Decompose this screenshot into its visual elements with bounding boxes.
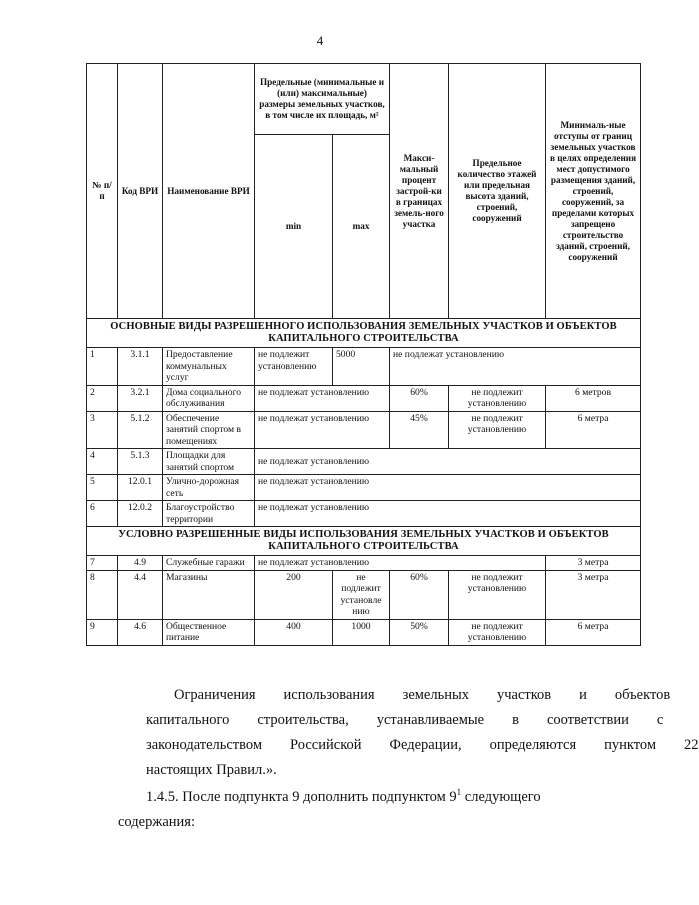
cell-name: Площадки для занятий спортом (163, 449, 255, 475)
cell-name: Служебные гаражи (163, 556, 255, 571)
header-row (87, 64, 641, 135)
word: Федерации, (389, 737, 462, 753)
cell-all: не подлежат установлению (255, 501, 641, 527)
section-main-heading: ОСНОВНЫЕ ВИДЫ РАЗРЕШЕННОГО ИСПОЛЬЗОВАНИЯ ЗЕМЕЛЬНЫХ УЧАСТКОВ И ОБЪЕКТОВ КАПИТАЛЬНОГО СТРОИТЕЛЬСТВА (87, 319, 641, 348)
cell-percent: 60% (390, 385, 449, 411)
table-row (87, 385, 641, 411)
cell-code: 12.0.1 (118, 475, 163, 501)
cell-num: 1 (87, 348, 118, 386)
cell-num: 5 (87, 475, 118, 501)
word: земельных (402, 687, 469, 703)
header-build-percent: Макси-мальный процент застрой-ки в границах земель-ного участка (390, 64, 449, 319)
cell-all: не подлежат установлению (255, 556, 546, 571)
amendment-line-1 (118, 780, 592, 810)
header-code: Код ВРИ (118, 64, 163, 319)
cell-floors: не подлежит установлению (449, 385, 546, 411)
cell-percent: 60% (390, 570, 449, 619)
paragraph-line-2 (118, 708, 664, 733)
word: участков (496, 687, 552, 703)
amendment-text-start: 1.4.5. После подпункта 9 дополнить подпунктом 9 (146, 788, 457, 805)
cell-minmax: не подлежат установлению (255, 411, 390, 449)
cell-name: Дома социального обслуживания (163, 385, 255, 411)
section-conditional-heading: УСЛОВНО РАЗРЕШЕННЫЕ ВИДЫ ИСПОЛЬЗОВАНИЯ ЗЕМЕЛЬНЫХ УЧАСТКОВ И ОБЪЕКТОВ КАПИТАЛЬНОГО СТРОИТЕЛЬСТВА (87, 527, 641, 556)
cell-setback: 6 метра (546, 411, 641, 449)
cell-name: Обеспечение занятий спортом в помещениях (163, 411, 255, 449)
table-row (87, 619, 641, 645)
cell-setback: 3 метра (546, 570, 641, 619)
table-row (87, 556, 641, 571)
table-row (87, 411, 641, 449)
header-max: max (333, 135, 390, 319)
cell-name: Магазины (163, 570, 255, 619)
word: в (512, 712, 519, 728)
cell-percent: 45% (390, 411, 449, 449)
cell-num: 2 (87, 385, 118, 411)
paragraph-line-3 (118, 733, 699, 758)
cell-code: 5.1.2 (118, 411, 163, 449)
cell-max: 1000 (333, 619, 390, 645)
cell-rest: не подлежат установлению (390, 348, 641, 386)
paragraph-amendment (118, 780, 592, 835)
cell-code: 3.1.1 (118, 348, 163, 386)
cell-percent: 50% (390, 619, 449, 645)
header-sizes (255, 64, 390, 135)
cell-code: 4.6 (118, 619, 163, 645)
word: 22 (684, 737, 699, 753)
amendment-text-end: следующего (461, 788, 541, 805)
paragraph-line-4: настоящих Правил.». (146, 762, 277, 778)
cell-name: Благоустройство территории (163, 501, 255, 527)
table-row (87, 475, 641, 501)
cell-setback: 6 метра (546, 619, 641, 645)
cell-name: Предоставление коммунальных услуг (163, 348, 255, 386)
paragraph-restrictions (118, 683, 699, 783)
amendment-text (146, 780, 541, 810)
word: объектов (614, 687, 671, 703)
cell-num: 3 (87, 411, 118, 449)
header-name: Наименование ВРИ (163, 64, 255, 319)
word: законодательством (146, 737, 263, 753)
cell-floors: не подлежит установлению (449, 619, 546, 645)
word: устанавливаемые (376, 712, 485, 728)
word: соответствии (546, 712, 629, 728)
header-sizes-text: Предельные (минимальные и (или) максимальные) размеры земельных участков, в том числе их площадь, м² (259, 77, 385, 120)
table-row (87, 570, 641, 619)
cell-min: 400 (255, 619, 333, 645)
cell-setback: 6 метров (546, 385, 641, 411)
header-num: № п/п (87, 64, 118, 319)
cell-floors: не подлежит установлению (449, 570, 546, 619)
cell-num: 8 (87, 570, 118, 619)
table-row (87, 449, 641, 475)
word: пунктом (604, 737, 657, 753)
cell-floors: не подлежит установлению (449, 411, 546, 449)
header-floors: Предельное количество этажей или предельная высота зданий, строений, сооружений (449, 64, 546, 319)
section-row (87, 319, 641, 348)
word: с (656, 712, 664, 728)
word: капитального (146, 712, 230, 728)
word: использования (283, 687, 375, 703)
regulation-table (86, 63, 641, 646)
word: Российской (290, 737, 362, 753)
amendment-line-2: содержания: (118, 813, 196, 830)
cell-code: 4.4 (118, 570, 163, 619)
word: строительства, (257, 712, 349, 728)
cell-setback: 3 метра (546, 556, 641, 571)
cell-num: 6 (87, 501, 118, 527)
cell-all: не подлежат установлению (255, 449, 641, 475)
table-row (87, 348, 641, 386)
cell-code: 4.9 (118, 556, 163, 571)
cell-code: 12.0.2 (118, 501, 163, 527)
cell-num: 9 (87, 619, 118, 645)
word: определяются (489, 737, 577, 753)
cell-code: 3.2.1 (118, 385, 163, 411)
amendment-superscript: 1 (456, 787, 462, 797)
header-setback: Минималь-ные отступы от границ земельных участков в целях определения мест допустимого размещения зданий, строений, сооружений, за пределами которых запрещено строительство зданий, строений, сооружений (546, 64, 641, 319)
cell-min: не подлежит установлению (255, 348, 333, 386)
cell-min: 200 (255, 570, 333, 619)
cell-all: не подлежат установлению (255, 475, 641, 501)
section-row (87, 527, 641, 556)
page-number: 4 (316, 33, 324, 48)
word: Ограничения (174, 687, 256, 703)
cell-max: не подлежит установле нию (333, 570, 390, 619)
word: и (579, 687, 587, 703)
cell-code: 5.1.3 (118, 449, 163, 475)
cell-num: 4 (87, 449, 118, 475)
cell-name: Улично-дорожная сеть (163, 475, 255, 501)
cell-num: 7 (87, 556, 118, 571)
cell-name: Общественное питание (163, 619, 255, 645)
header-min: min (255, 135, 333, 319)
cell-minmax: не подлежат установлению (255, 385, 390, 411)
paragraph-line-1 (118, 683, 671, 708)
table-row (87, 501, 641, 527)
cell-max: 5000 (333, 348, 390, 386)
